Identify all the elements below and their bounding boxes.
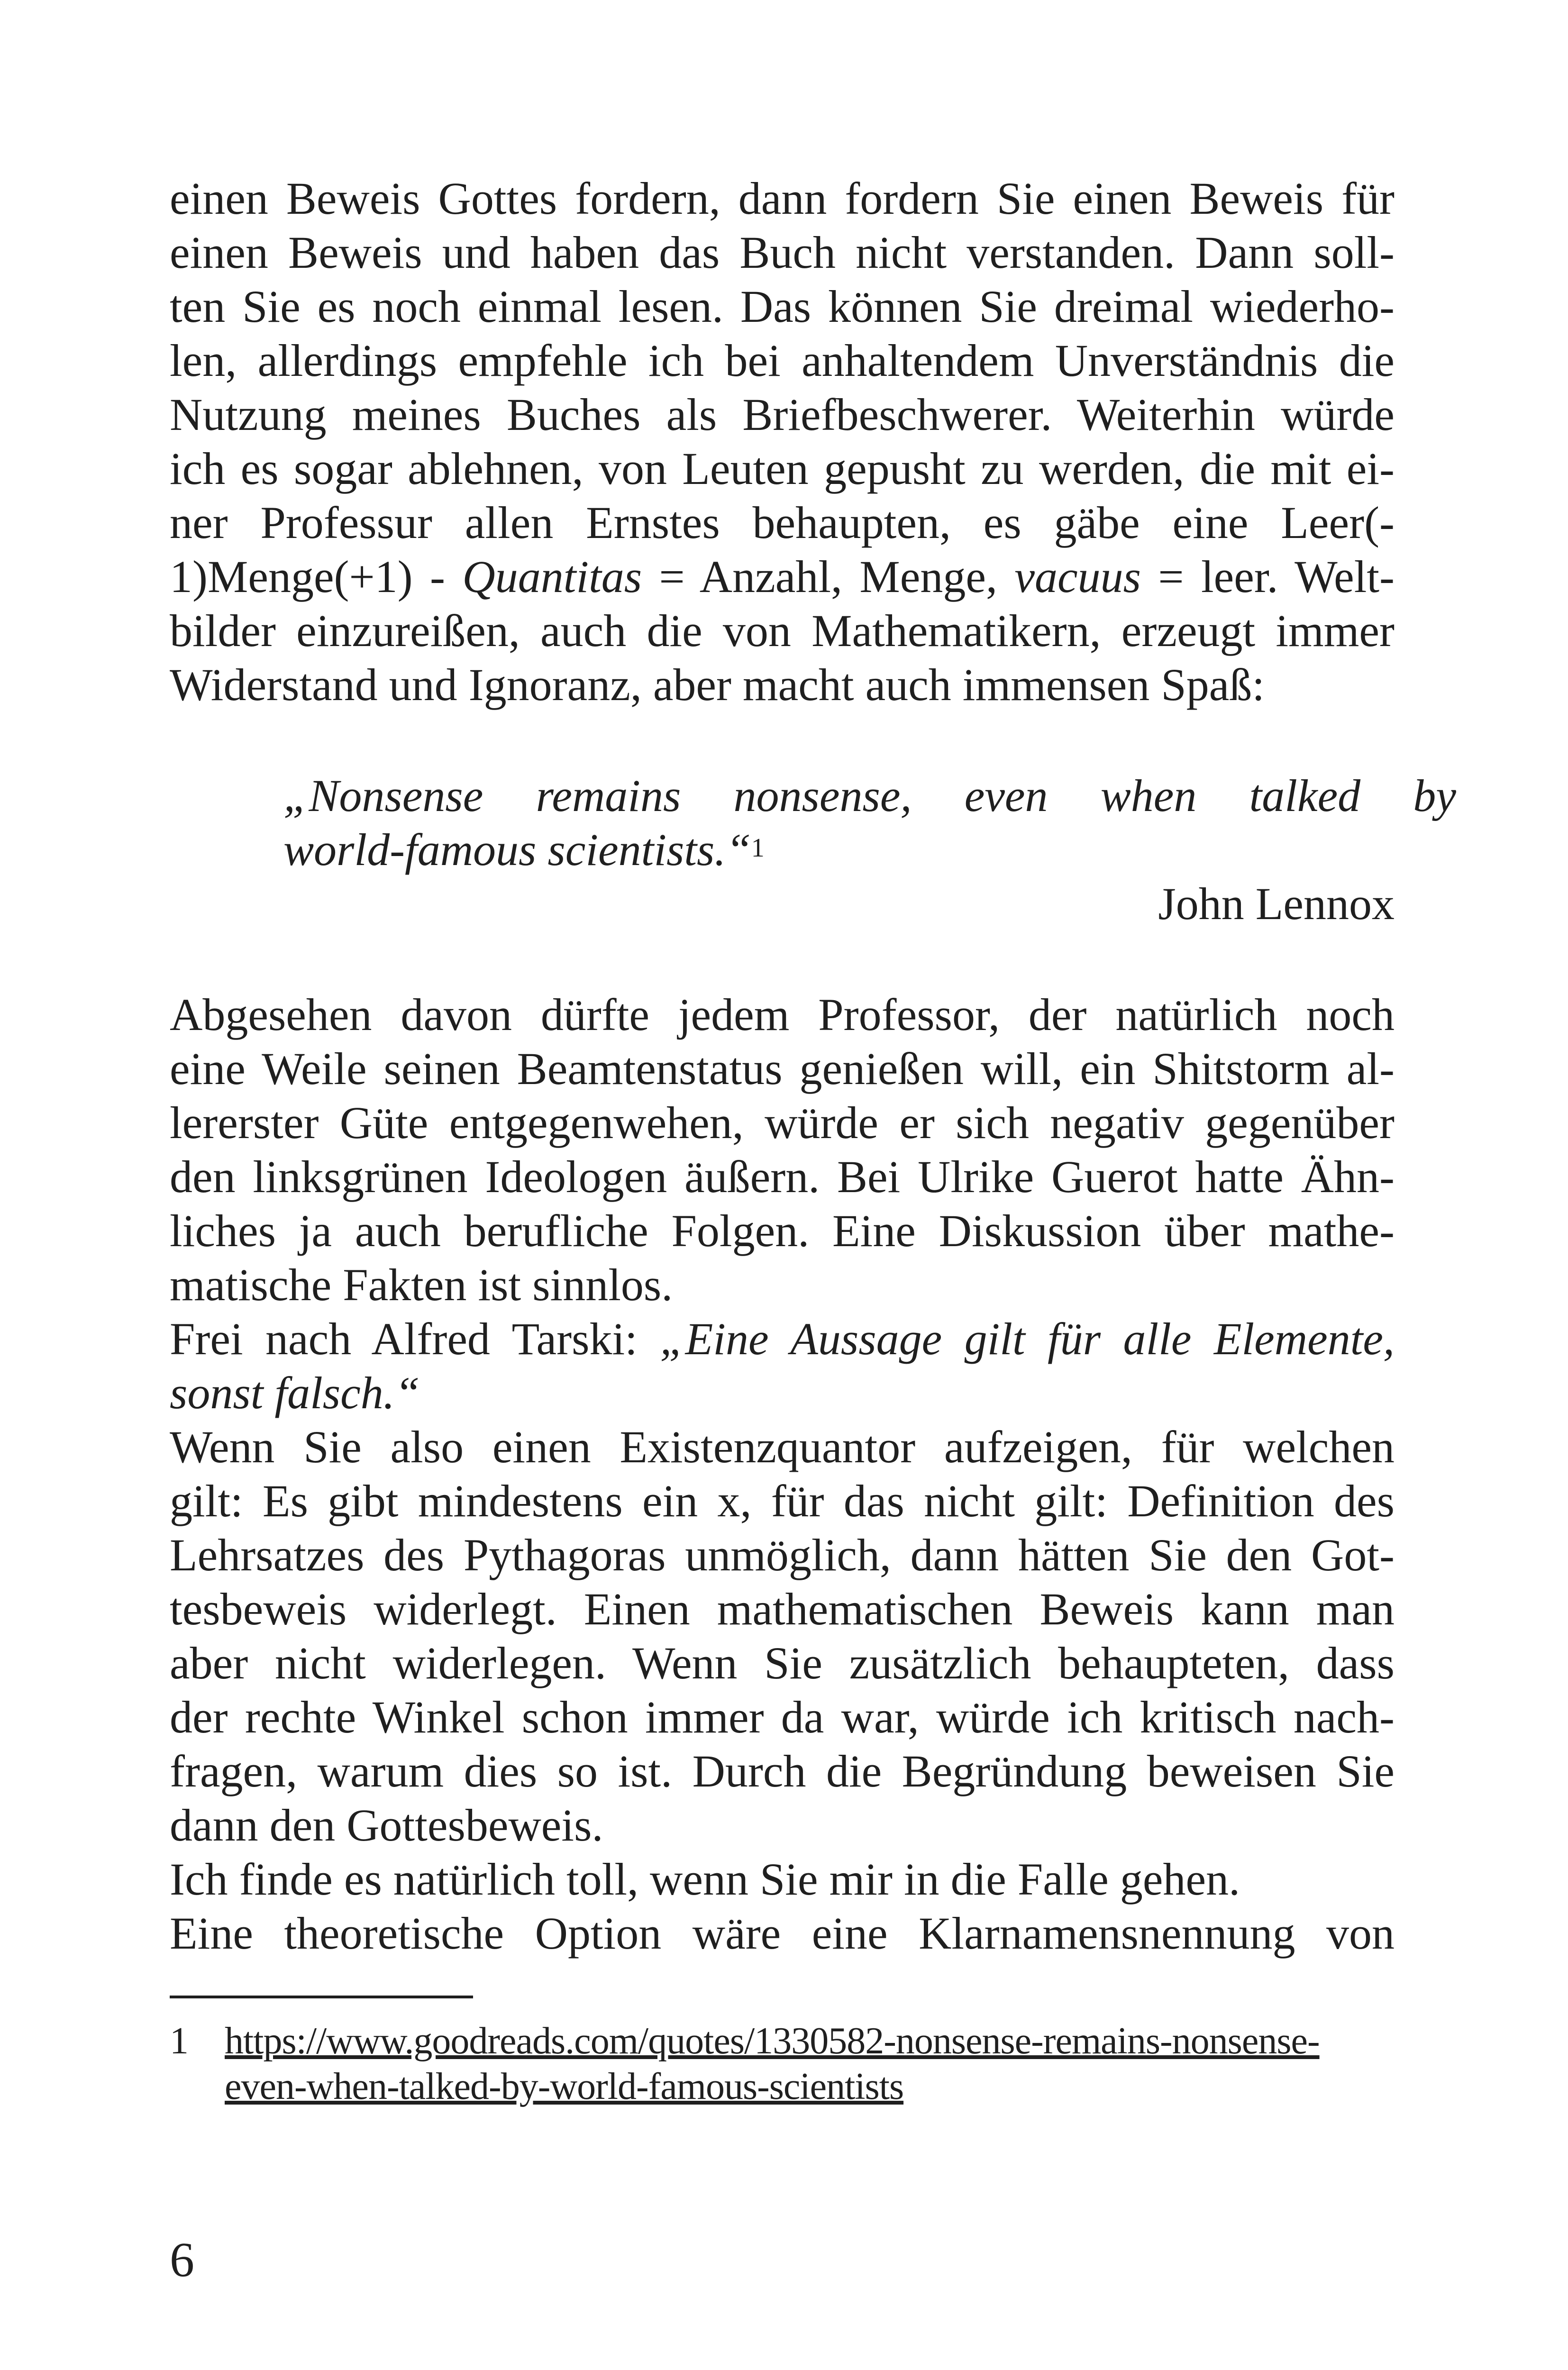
body-text-line: Nutzung meines Buches als Briefbeschwerer. Weiterhin würde	[170, 389, 1395, 440]
body-text-line: Abgesehen davon dürfte jedem Professor, der natürlich noch	[170, 989, 1395, 1040]
body-text-line: Eine theoretische Option wäre eine Klarnamensnennung von	[170, 1908, 1395, 1959]
body-text-line: Widerstand und Ignoranz, aber macht auch immensen Spaß:	[170, 659, 1265, 710]
text-run: = leer. Welt-	[1140, 551, 1395, 602]
text-run: 1)Menge(+1) -	[170, 551, 463, 602]
body-text-line: den linksgrünen Ideologen äußern. Bei Ulrike Guerot hatte Ähn-	[170, 1151, 1395, 1202]
body-text-line: eine Weile seinen Beamtenstatus genießen will, ein Shitstorm al-	[170, 1043, 1395, 1094]
body-text-line: len, allerdings empfehle ich bei anhaltendem Unverständnis die	[170, 335, 1395, 386]
body-text-line: tesbeweis widerlegt. Einen mathematischen Beweis kann man	[170, 1584, 1395, 1634]
body-text-line: ner Professur allen Ernstes behaupten, es gäbe eine Leer(-	[170, 497, 1395, 548]
page-number: 6	[170, 2233, 194, 2287]
latin-term: vacuus	[1014, 551, 1141, 602]
footnote-number: 1	[170, 2020, 189, 2062]
body-text-line: dann den Gottesbeweis.	[170, 1800, 603, 1850]
body-text-line: Lehrsatzes des Pythagoras unmöglich, dann hätten Sie den Got-	[170, 1530, 1395, 1580]
body-text-line: bilder einzureißen, auch die von Mathematikern, erzeugt immer	[170, 605, 1395, 656]
footnote-link[interactable]: even-when-talked-by-world-famous-scientists	[225, 2066, 904, 2107]
footnote-reference[interactable]: 1	[751, 833, 765, 863]
body-text-line: fragen, warum dies so ist. Durch die Begründung beweisen Sie	[170, 1746, 1395, 1796]
tarski-quote: sonst falsch.“	[170, 1367, 420, 1418]
body-text-line	[170, 1367, 1395, 1419]
body-text-line: ten Sie es noch einmal lesen. Das können Sie dreimal wiederho-	[170, 281, 1395, 332]
footnote-link[interactable]: https://www.goodreads.com/quotes/1330582-nonsense-remains-nonsense-	[225, 2020, 1320, 2062]
body-text-line: einen Beweis und haben das Buch nicht verstanden. Dann soll-	[170, 227, 1395, 278]
latin-term: Quantitas	[462, 551, 642, 602]
body-text-line-mixed	[170, 1313, 1395, 1365]
body-text-line: Ich finde es natürlich toll, wenn Sie mir in die Falle gehen.	[170, 1854, 1240, 1905]
body-text-line: der rechte Winkel schon immer da war, würde ich kritisch nach-	[170, 1692, 1395, 1742]
quote-line	[283, 824, 765, 876]
body-text-line: ich es sogar ablehnen, von Leuten gepusht zu werden, die mit ei-	[170, 443, 1395, 494]
book-page	[170, 0, 1456, 2370]
body-text-line: einen Beweis Gottes fordern, dann fordern Sie einen Beweis für	[170, 173, 1395, 224]
body-text-line: Wenn Sie also einen Existenzquantor aufzeigen, für welchen	[170, 1422, 1395, 1472]
quote-author: John Lennox	[1158, 878, 1395, 929]
quote-line: „Nonsense remains nonsense, even when talked by	[283, 770, 1456, 821]
tarski-quote: „Eine Aussage gilt für alle Elemente,	[660, 1313, 1395, 1364]
text-run: Frei nach Alfred Tarski:	[170, 1313, 660, 1364]
body-text-line: aber nicht widerlegen. Wenn Sie zusätzlich behaupteten, dass	[170, 1638, 1395, 1688]
text-run: = Anzahl, Menge,	[642, 551, 1015, 602]
body-text-line-mixed	[170, 551, 1395, 603]
body-text-line: matische Fakten ist sinnlos.	[170, 1259, 673, 1310]
footnote-separator	[170, 1996, 473, 1998]
body-text-line: lererster Güte entgegenwehen, würde er sich negativ gegenüber	[170, 1097, 1395, 1148]
quote-text: world-famous scientists.“	[283, 824, 751, 875]
body-text-line: liches ja auch berufliche Folgen. Eine Diskussion über mathe-	[170, 1205, 1395, 1256]
body-text-line: gilt: Es gibt mindestens ein x, für das nicht gilt: Definition des	[170, 1476, 1395, 1526]
